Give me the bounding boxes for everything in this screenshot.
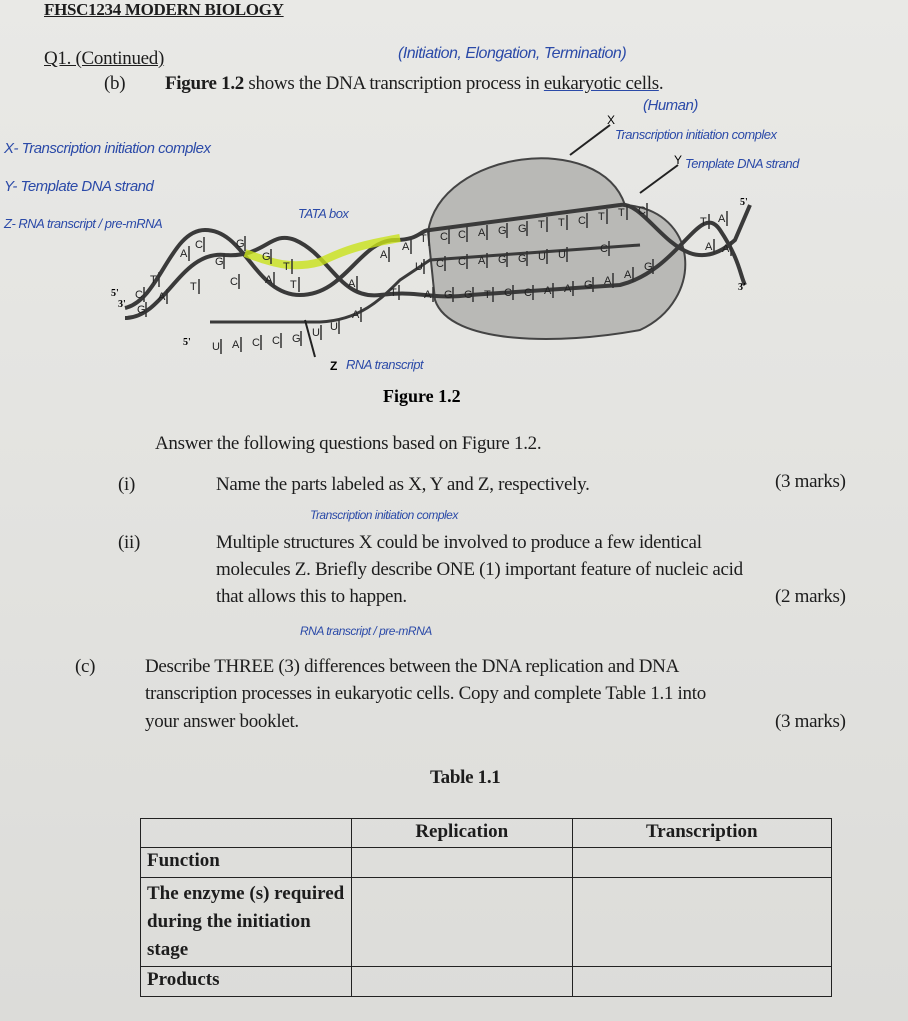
q-i-label: (i) xyxy=(118,474,136,495)
cell xyxy=(352,878,573,967)
cell xyxy=(572,848,831,878)
fig-y-note: Template DNA strand xyxy=(685,156,799,171)
template-base: A xyxy=(564,283,572,295)
q-ii-line-1: Multiple structures X could be involved to produce a few identical xyxy=(216,532,702,553)
template-base: G xyxy=(644,261,653,273)
row-label-products: Products xyxy=(141,967,352,997)
rna-base: U xyxy=(558,249,566,261)
rna-base: C xyxy=(600,243,608,255)
instructions: Answer the following questions based on Figure 1.2. xyxy=(155,433,542,454)
coding-base: G xyxy=(262,251,271,263)
template-base: G xyxy=(215,256,224,268)
template-base: A xyxy=(265,274,273,286)
label-y: Y xyxy=(674,153,683,167)
handwritten-answer-z: RNA transcript / pre-mRNA xyxy=(300,624,432,638)
header-transcription: Transcription xyxy=(572,819,831,848)
coding-base: C xyxy=(578,215,586,227)
template-base: A xyxy=(722,243,730,255)
fig-x-note: Transcription initiation complex xyxy=(615,127,777,142)
template-base: A xyxy=(705,241,713,253)
coding-base: T xyxy=(420,233,427,245)
table-row xyxy=(141,878,832,967)
transcription-figure xyxy=(0,0,908,420)
coding-base: G xyxy=(236,238,245,250)
period: . xyxy=(658,73,664,94)
rna-base: A xyxy=(478,255,486,267)
header-replication: Replication xyxy=(352,819,573,848)
cell xyxy=(352,967,573,997)
part-b-label: (b) xyxy=(104,73,126,94)
template-base: T xyxy=(190,281,197,293)
q-c-label: (c) xyxy=(75,656,96,677)
template-base: A xyxy=(348,278,356,290)
q-ii-line-2: molecules Z. Briefly describe ONE (1) important feature of nucleic acid xyxy=(216,559,743,580)
coding-base: T xyxy=(598,211,605,223)
template-base: G xyxy=(464,289,473,301)
label-x: X xyxy=(607,113,616,127)
q-c-line-3: your answer booklet. xyxy=(145,711,299,732)
coding-base: C xyxy=(440,231,448,243)
handwritten-human: (Human) xyxy=(643,97,698,114)
q-ii-marks: (2 marks) xyxy=(775,586,846,607)
underlined-phrase: eukaryotic cells xyxy=(543,73,659,94)
coding-base: G xyxy=(498,225,507,237)
coding-base: A xyxy=(180,248,188,260)
q-i-marks: (3 marks) xyxy=(775,471,846,492)
q-c-marks: (3 marks) xyxy=(775,711,846,732)
template-base: C xyxy=(524,287,532,299)
rna-base: G xyxy=(518,253,527,265)
rna-base: U xyxy=(212,341,220,353)
coding-base: A xyxy=(718,213,726,225)
rna-base: C xyxy=(436,258,444,270)
table-row xyxy=(141,967,832,997)
rna-base: G xyxy=(292,333,301,345)
cell xyxy=(572,967,831,997)
template-base: C xyxy=(230,276,238,288)
prime-5-rna: 5' xyxy=(183,337,191,348)
q-ii-line-3: that allows this to happen. xyxy=(216,586,407,607)
fig-z-note: RNA transcript xyxy=(346,357,424,372)
prime-3-right: 3' xyxy=(738,282,746,293)
coding-base: A xyxy=(380,249,388,261)
q-c-line-2: transcription processes in eukaryotic cells. Copy and complete Table 1.1 into xyxy=(145,683,706,704)
template-base: T xyxy=(390,287,397,299)
prime-3-left: 3' xyxy=(118,299,126,310)
rna-base: U xyxy=(538,251,546,263)
note-y: Y- Template DNA strand xyxy=(4,178,154,195)
figure-caption: Figure 1.2 xyxy=(383,386,461,406)
rna-base: U xyxy=(330,321,338,333)
rna-polymerase-shape xyxy=(428,158,685,339)
table-header-row xyxy=(141,819,832,848)
prime-5-right: 5' xyxy=(740,197,748,208)
template-base: G xyxy=(444,289,453,301)
row-label-function: Function xyxy=(141,848,352,878)
rna-base: G xyxy=(498,254,507,266)
rna-base: U xyxy=(312,327,320,339)
rna-base: C xyxy=(252,337,260,349)
coding-base: T xyxy=(538,219,545,231)
row-label-enzyme: The enzyme (s) required during the initiation stage xyxy=(141,878,352,967)
comparison-table xyxy=(140,818,832,997)
rna-base: A xyxy=(352,309,360,321)
coding-base: C xyxy=(458,229,466,241)
coding-base: T xyxy=(283,261,290,273)
table-row xyxy=(141,848,832,878)
template-base: G xyxy=(584,279,593,291)
coding-base: T xyxy=(700,216,707,228)
q-c-line-1: Describe THREE (3) differences between the DNA replication and DNA xyxy=(145,656,680,677)
coding-base: C xyxy=(195,239,203,251)
coding-base: T xyxy=(558,217,565,229)
tata-box-note: TATA box xyxy=(298,206,349,221)
template-base: G xyxy=(137,304,146,316)
note-z: Z- RNA transcript / pre-mRNA xyxy=(4,216,163,231)
q-i-text: Name the parts labeled as X, Y and Z, respectively. xyxy=(216,474,590,495)
note-x: X- Transcription initiation complex xyxy=(4,140,211,157)
template-base: C xyxy=(504,287,512,299)
rna-base: C xyxy=(272,335,280,347)
coding-base: G xyxy=(518,223,527,235)
prime-5-left: 5' xyxy=(111,288,119,299)
figure-ref: Figure 1.2 xyxy=(165,73,244,94)
coding-base: C xyxy=(135,289,143,301)
label-z: Z xyxy=(330,359,338,373)
rna-base: A xyxy=(232,339,240,351)
coding-base: T xyxy=(150,274,157,286)
template-base: A xyxy=(158,291,166,303)
coding-base: A xyxy=(478,227,486,239)
template-base: T xyxy=(484,289,491,301)
template-base: A xyxy=(624,269,632,281)
header-empty xyxy=(141,819,352,848)
rna-base: C xyxy=(458,256,466,268)
coding-base: T xyxy=(618,207,625,219)
q-ii-label: (ii) xyxy=(118,532,141,553)
template-base: T xyxy=(290,279,297,291)
coding-base: A xyxy=(402,241,410,253)
course-title: FHSC1234 MODERN BIOLOGY xyxy=(44,0,284,19)
template-base: A xyxy=(604,275,612,287)
question-heading: Q1. (Continued) xyxy=(44,48,165,69)
part-b-body: shows the DNA transcription process in xyxy=(243,73,544,94)
template-base: A xyxy=(544,285,552,297)
table-title: Table 1.1 xyxy=(430,767,501,788)
cell xyxy=(352,848,573,878)
rna-base: U xyxy=(415,261,423,273)
coding-base: C xyxy=(638,205,646,217)
cell xyxy=(572,878,831,967)
handwritten-answer-x: Transcription initiation complex xyxy=(310,508,458,522)
handwritten-stages: (Initiation, Elongation, Termination) xyxy=(398,45,627,62)
template-base: A xyxy=(424,289,432,301)
